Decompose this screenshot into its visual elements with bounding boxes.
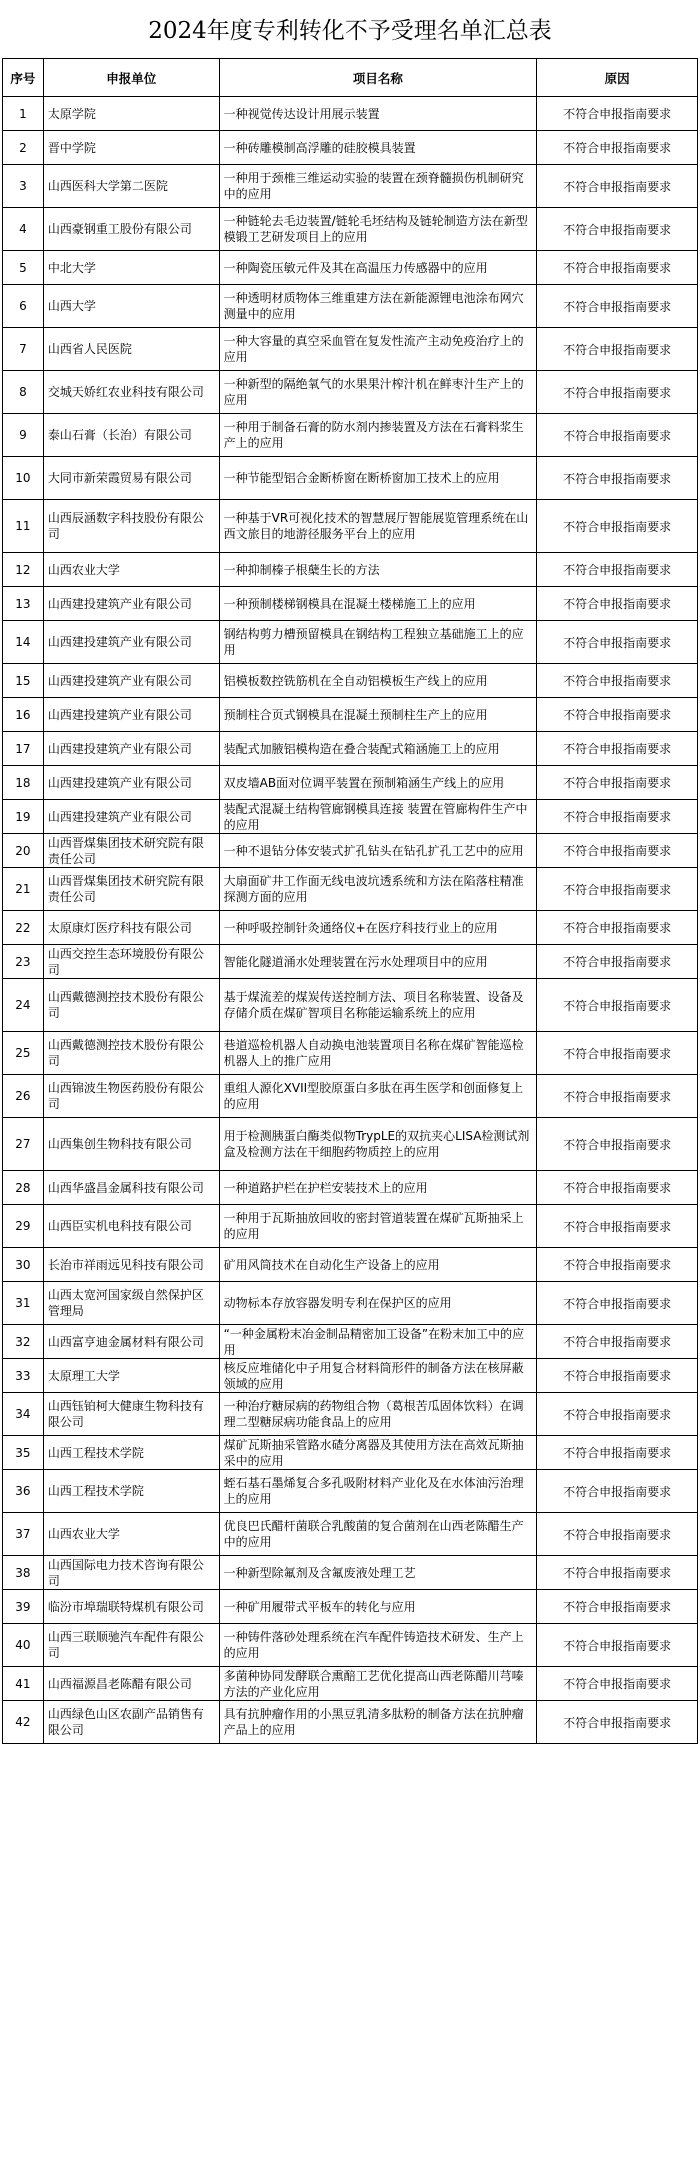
row-project: 一种透明材质物体三维重建方法在新能源锂电池涂布网穴测量中的应用: [219, 285, 537, 328]
row-number: 26: [3, 1075, 44, 1118]
row-number: 9: [3, 414, 44, 457]
row-unit: 山西建投建筑产业有限公司: [43, 732, 219, 766]
row-number: 10: [3, 457, 44, 500]
row-unit: 山西农业大学: [43, 553, 219, 587]
row-unit: 交城天娇红农业科技有限公司: [43, 371, 219, 414]
row-project: 预制柱合页式钢模具在混凝土预制柱生产上的应用: [219, 698, 537, 732]
row-number: 42: [3, 1701, 44, 1744]
row-number: 29: [3, 1205, 44, 1248]
row-project: 核反应堆储化中子用复合材料筒形件的制备方法在核屏蔽领域的应用: [219, 1359, 537, 1393]
row-project: 基于煤流差的煤炭传送控制方法、项目名称装置、设备及存储介质在煤矿智项目名称能运输系统上的应用: [219, 979, 537, 1032]
row-unit: 山西锦波生物医药股份有限公司: [43, 1075, 219, 1118]
row-project: 一种砖雕模制高浮雕的硅胶模具装置: [219, 131, 537, 165]
row-project: 一种铸件落砂处理系统在汽车配件铸造技术研发、生产上的应用: [219, 1624, 537, 1667]
table-row: [3, 664, 698, 698]
table-row: [3, 1359, 698, 1393]
row-reason: 不符合申报指南要求: [537, 1667, 698, 1701]
table-row: [3, 1701, 698, 1744]
row-reason: 不符合申报指南要求: [537, 1075, 698, 1118]
row-number: 30: [3, 1248, 44, 1282]
row-unit: 中北大学: [43, 251, 219, 285]
row-number: 35: [3, 1436, 44, 1470]
row-unit: 山西太宽河国家级自然保护区管理局: [43, 1282, 219, 1325]
row-number: 13: [3, 587, 44, 621]
row-reason: 不符合申报指南要求: [537, 834, 698, 868]
row-reason: 不符合申报指南要求: [537, 371, 698, 414]
row-unit: 晋中学院: [43, 131, 219, 165]
row-unit: 山西福源昌老陈醋有限公司: [43, 1667, 219, 1701]
row-project: 智能化隧道涌水处理装置在污水处理项目中的应用: [219, 945, 537, 979]
table-row: [3, 834, 698, 868]
row-unit: 山西臣实机电科技有限公司: [43, 1205, 219, 1248]
row-number: 21: [3, 868, 44, 911]
row-number: 32: [3, 1325, 44, 1359]
row-unit: 山西华盛昌金属科技有限公司: [43, 1171, 219, 1205]
table-row: [3, 285, 698, 328]
table-row: [3, 587, 698, 621]
table-row: [3, 251, 698, 285]
row-unit: 山西三联顺驰汽车配件有限公司: [43, 1624, 219, 1667]
row-unit: 山西戴德测控技术股份有限公司: [43, 979, 219, 1032]
row-unit: 山西钰铂柯大健康生物科技有限公司: [43, 1393, 219, 1436]
row-reason: 不符合申报指南要求: [537, 1513, 698, 1556]
row-project: 双皮墙AB面对位调平装置在预制箱涵生产线上的应用: [219, 766, 537, 800]
header-project: 项目名称: [219, 59, 537, 97]
row-reason: 不符合申报指南要求: [537, 131, 698, 165]
table-row: [3, 800, 698, 834]
row-project: 矿用风筒技术在自动化生产设备上的应用: [219, 1248, 537, 1282]
row-project: 蛭石基石墨烯复合多孔吸附材料产业化及在水体油污治理上的应用: [219, 1470, 537, 1513]
row-unit: 太原学院: [43, 97, 219, 131]
row-project: 重组人源化XVII型胶原蛋白多肽在再生医学和创面修复上的应用: [219, 1075, 537, 1118]
row-reason: 不符合申报指南要求: [537, 587, 698, 621]
table-row: [3, 1436, 698, 1470]
row-reason: 不符合申报指南要求: [537, 165, 698, 208]
row-project: 一种抑制榛子根蘖生长的方法: [219, 553, 537, 587]
row-project: 一种链轮去毛边装置/链轮毛坯结构及链轮制造方法在新型模锻工艺研发项目上的应用: [219, 208, 537, 251]
row-number: 20: [3, 834, 44, 868]
row-project: 动物标本存放容器发明专利在保护区的应用: [219, 1282, 537, 1325]
row-project: 一种用于颈椎三维运动实验的装置在颈脊髓损伤机制研究中的应用: [219, 165, 537, 208]
row-project: 优良巴氏醋杆菌联合乳酸菌的复合菌剂在山西老陈醋生产中的应用: [219, 1513, 537, 1556]
table-row: [3, 1470, 698, 1513]
row-project: 一种治疗糖尿病的药物组合物（葛根苦瓜固体饮料）在调理二型糖尿病功能食品上的应用: [219, 1393, 537, 1436]
table-row: [3, 732, 698, 766]
row-project: 一种大容量的真空采血管在复发性流产主动免疫治疗上的应用: [219, 328, 537, 371]
row-reason: 不符合申报指南要求: [537, 732, 698, 766]
row-reason: 不符合申报指南要求: [537, 553, 698, 587]
table-row: [3, 371, 698, 414]
table-row: [3, 1248, 698, 1282]
row-number: 4: [3, 208, 44, 251]
row-reason: 不符合申报指南要求: [537, 1701, 698, 1744]
row-number: 5: [3, 251, 44, 285]
row-number: 2: [3, 131, 44, 165]
page-title: 2024年度专利转化不予受理名单汇总表: [148, 18, 552, 44]
row-number: 14: [3, 621, 44, 664]
row-reason: 不符合申报指南要求: [537, 698, 698, 732]
row-number: 37: [3, 1513, 44, 1556]
row-project: 巷道巡检机器人自动换电池装置项目名称在煤矿智能巡检机器人上的推广应用: [219, 1032, 537, 1075]
row-project: 一种矿用履带式平板车的转化与应用: [219, 1590, 537, 1624]
header-reason: 原因: [537, 59, 698, 97]
row-project: 一种不退钻分体安装式扩孔钻头在钻孔扩孔工艺中的应用: [219, 834, 537, 868]
table-row: [3, 414, 698, 457]
row-reason: 不符合申报指南要求: [537, 800, 698, 834]
row-number: 25: [3, 1032, 44, 1075]
row-reason: 不符合申报指南要求: [537, 500, 698, 553]
row-number: 6: [3, 285, 44, 328]
table-row: [3, 1393, 698, 1436]
row-reason: 不符合申报指南要求: [537, 1359, 698, 1393]
row-unit: 山西省人民医院: [43, 328, 219, 371]
rejection-table: [2, 58, 698, 1744]
row-unit: 山西建投建筑产业有限公司: [43, 621, 219, 664]
row-reason: 不符合申报指南要求: [537, 868, 698, 911]
row-reason: 不符合申报指南要求: [537, 621, 698, 664]
table-row: [3, 97, 698, 131]
row-unit: 太原理工大学: [43, 1359, 219, 1393]
row-number: 28: [3, 1171, 44, 1205]
row-number: 11: [3, 500, 44, 553]
table-row: [3, 553, 698, 587]
row-unit: 山西国际电力技术咨询有限公司: [43, 1556, 219, 1590]
table-row: [3, 1075, 698, 1118]
table-row: [3, 328, 698, 371]
row-unit: 山西晋煤集团技术研究院有限责任公司: [43, 868, 219, 911]
row-reason: 不符合申报指南要求: [537, 1282, 698, 1325]
row-unit: 山西医科大学第二医院: [43, 165, 219, 208]
table-row: [3, 1171, 698, 1205]
table-row: [3, 500, 698, 553]
row-number: 38: [3, 1556, 44, 1590]
header-serial: 序号: [3, 59, 44, 97]
row-project: 一种预制楼梯钢模具在混凝土楼梯施工上的应用: [219, 587, 537, 621]
row-project: 装配式加腋铝模构造在叠合装配式箱涵施工上的应用: [219, 732, 537, 766]
row-number: 18: [3, 766, 44, 800]
row-project: 一种新型的隔绝氧气的水果果汁榨汁机在鲜枣汁生产上的应用: [219, 371, 537, 414]
row-reason: 不符合申报指南要求: [537, 285, 698, 328]
row-unit: 山西农业大学: [43, 1513, 219, 1556]
row-project: 一种用于瓦斯抽放回收的密封管道装置在煤矿瓦斯抽采上的应用: [219, 1205, 537, 1248]
row-project: 钢结构剪力槽预留模具在钢结构工程独立基础施工上的应用: [219, 621, 537, 664]
table-row: [3, 1667, 698, 1701]
row-reason: 不符合申报指南要求: [537, 1248, 698, 1282]
table-row: [3, 979, 698, 1032]
row-unit: 山西建投建筑产业有限公司: [43, 698, 219, 732]
table-header-row: [3, 59, 698, 97]
row-number: 36: [3, 1470, 44, 1513]
table-row: [3, 621, 698, 664]
row-reason: 不符合申报指南要求: [537, 1470, 698, 1513]
row-project: 大扇面矿井工作面无线电波坑透系统和方法在陷落柱精准探测方面的应用: [219, 868, 537, 911]
row-number: 17: [3, 732, 44, 766]
table-row: [3, 457, 698, 500]
header-unit: 申报单位: [43, 59, 219, 97]
row-project: 一种用于制备石膏的防水剂内掺装置及方法在石膏料浆生产上的应用: [219, 414, 537, 457]
row-project: 多菌种协同发酵联合熏醅工艺优化提高山西老陈醋川芎嗪方法的产业化应用: [219, 1667, 537, 1701]
row-number: 8: [3, 371, 44, 414]
table-row: [3, 766, 698, 800]
table-row: [3, 868, 698, 911]
row-unit: 太原康灯医疗科技有限公司: [43, 911, 219, 945]
table-row: [3, 165, 698, 208]
row-number: 16: [3, 698, 44, 732]
row-reason: 不符合申报指南要求: [537, 97, 698, 131]
table-row: [3, 1624, 698, 1667]
row-number: 23: [3, 945, 44, 979]
row-number: 1: [3, 97, 44, 131]
row-unit: 山西豪钢重工股份有限公司: [43, 208, 219, 251]
row-project: 一种道路护栏在护栏安装技术上的应用: [219, 1171, 537, 1205]
row-number: 39: [3, 1590, 44, 1624]
row-unit: 大同市新荣霞贸易有限公司: [43, 457, 219, 500]
row-project: 一种新型除氟剂及含氟废液处理工艺: [219, 1556, 537, 1590]
row-unit: 山西晋煤集团技术研究院有限责任公司: [43, 834, 219, 868]
row-project: 装配式混凝土结构管廊钢模具连接 装置在管廊构件生产中的应用: [219, 800, 537, 834]
row-reason: 不符合申报指南要求: [537, 328, 698, 371]
row-project: 一种基于VR可视化技术的智慧展厅智能展览管理系统在山西文旅目的地游径服务平台上的应用: [219, 500, 537, 553]
row-unit: 山西集创生物科技有限公司: [43, 1118, 219, 1171]
table-row: [3, 945, 698, 979]
table-row: [3, 1513, 698, 1556]
row-reason: 不符合申报指南要求: [537, 1171, 698, 1205]
row-unit: 山西大学: [43, 285, 219, 328]
row-reason: 不符合申报指南要求: [537, 1590, 698, 1624]
row-number: 24: [3, 979, 44, 1032]
table-row: [3, 1118, 698, 1171]
row-unit: 山西戴德测控技术股份有限公司: [43, 1032, 219, 1075]
row-reason: 不符合申报指南要求: [537, 1624, 698, 1667]
row-reason: 不符合申报指南要求: [537, 1436, 698, 1470]
row-project: 一种呼吸控制针灸通络仪+在医疗科技行业上的应用: [219, 911, 537, 945]
row-number: 15: [3, 664, 44, 698]
table-row: [3, 1032, 698, 1075]
row-number: 7: [3, 328, 44, 371]
row-number: 31: [3, 1282, 44, 1325]
row-unit: 山西绿色山区农副产品销售有限公司: [43, 1701, 219, 1744]
table-row: [3, 208, 698, 251]
row-unit: 临汾市埠瑞联特煤机有限公司: [43, 1590, 219, 1624]
row-project: 一种节能型铝合金断桥窗在断桥窗加工技术上的应用: [219, 457, 537, 500]
row-unit: 山西富亨迪金属材料有限公司: [43, 1325, 219, 1359]
table-row: [3, 698, 698, 732]
row-reason: 不符合申报指南要求: [537, 251, 698, 285]
row-project: 用于检测胰蛋白酶类似物TrypLE的双抗夹心LISA检测试剂盒及检测方法在干细胞药物质控上的应用: [219, 1118, 537, 1171]
row-number: 41: [3, 1667, 44, 1701]
row-number: 3: [3, 165, 44, 208]
table-row: [3, 1556, 698, 1590]
row-number: 22: [3, 911, 44, 945]
row-number: 12: [3, 553, 44, 587]
row-number: 19: [3, 800, 44, 834]
row-project: 铝模板数控铣筋机在全自动铝模板生产线上的应用: [219, 664, 537, 698]
row-project: “一种金属粉末冶金制品精密加工设备”在粉末加工中的应用: [219, 1325, 537, 1359]
row-unit: 山西建投建筑产业有限公司: [43, 766, 219, 800]
row-reason: 不符合申报指南要求: [537, 1325, 698, 1359]
table-row: [3, 1590, 698, 1624]
row-number: 40: [3, 1624, 44, 1667]
row-unit: 山西工程技术学院: [43, 1470, 219, 1513]
row-project: 一种视觉传达设计用展示装置: [219, 97, 537, 131]
row-reason: 不符合申报指南要求: [537, 1032, 698, 1075]
row-number: 34: [3, 1393, 44, 1436]
row-reason: 不符合申报指南要求: [537, 664, 698, 698]
row-unit: 山西建投建筑产业有限公司: [43, 800, 219, 834]
table-row: [3, 131, 698, 165]
row-unit: 山西建投建筑产业有限公司: [43, 664, 219, 698]
table-row: [3, 1325, 698, 1359]
row-unit: 山西工程技术学院: [43, 1436, 219, 1470]
row-number: 33: [3, 1359, 44, 1393]
row-number: 27: [3, 1118, 44, 1171]
row-project: 一种陶瓷压敏元件及其在高温压力传感器中的应用: [219, 251, 537, 285]
row-project: 煤矿瓦斯抽采管路水碴分离器及其使用方法在高效瓦斯抽采中的应用: [219, 1436, 537, 1470]
table-row: [3, 1205, 698, 1248]
row-unit: 山西建投建筑产业有限公司: [43, 587, 219, 621]
table-row: [3, 1282, 698, 1325]
row-reason: 不符合申报指南要求: [537, 1393, 698, 1436]
row-project: 具有抗肿瘤作用的小黑豆乳清多肽粉的制备方法在抗肿瘤产品上的应用: [219, 1701, 537, 1744]
row-unit: 山西辰涵数字科技股份有限公司: [43, 500, 219, 553]
row-reason: 不符合申报指南要求: [537, 911, 698, 945]
row-reason: 不符合申报指南要求: [537, 414, 698, 457]
table-row: [3, 911, 698, 945]
row-unit: 长治市祥雨远见科技有限公司: [43, 1248, 219, 1282]
row-reason: 不符合申报指南要求: [537, 1205, 698, 1248]
row-reason: 不符合申报指南要求: [537, 766, 698, 800]
row-reason: 不符合申报指南要求: [537, 1118, 698, 1171]
row-unit: 山西交控生态环境股份有限公司: [43, 945, 219, 979]
row-reason: 不符合申报指南要求: [537, 1556, 698, 1590]
row-unit: 泰山石膏（长治）有限公司: [43, 414, 219, 457]
row-reason: 不符合申报指南要求: [537, 457, 698, 500]
row-reason: 不符合申报指南要求: [537, 945, 698, 979]
row-reason: 不符合申报指南要求: [537, 208, 698, 251]
row-reason: 不符合申报指南要求: [537, 979, 698, 1032]
